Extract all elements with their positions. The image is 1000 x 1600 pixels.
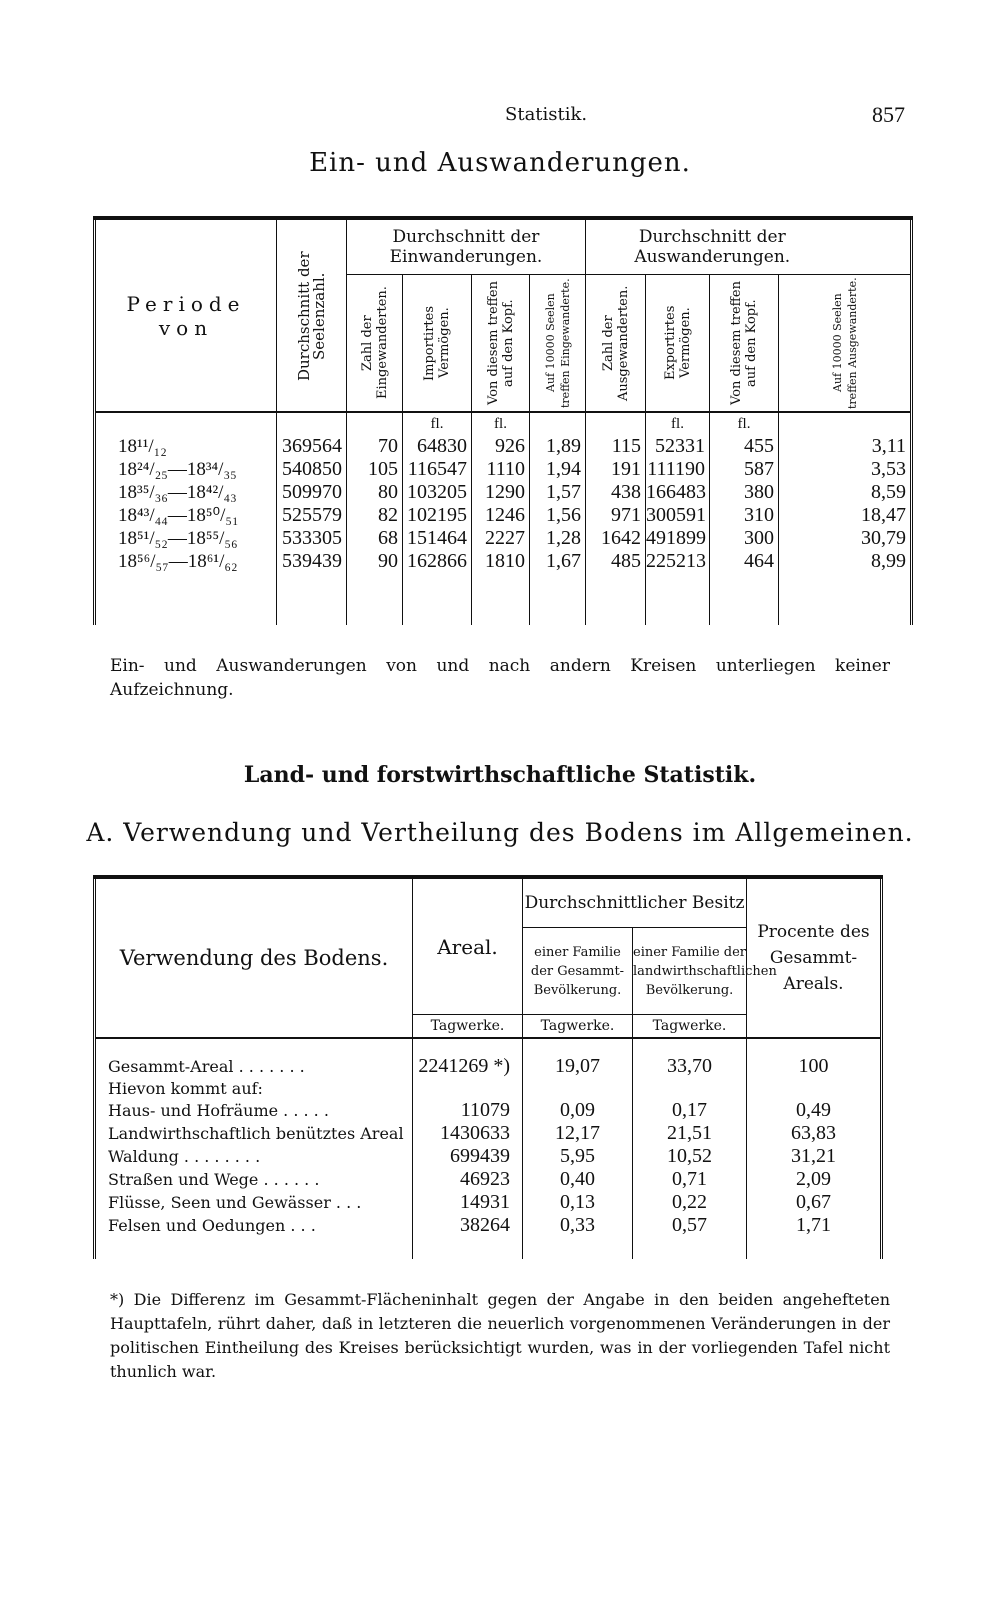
cell-seelen: 539439: [277, 550, 347, 573]
col-header-ein-kopf: Von diesem treffen auf den Kopf.: [472, 275, 530, 413]
cell-verwendung: Gesammt-Areal . . . . . . .: [95, 1055, 413, 1078]
cell-periode: 18¹¹/₁₂: [95, 435, 277, 458]
col-header-ein-zahl: Zahl der Eingewanderten.: [347, 275, 403, 413]
cell-areal: 14931: [413, 1191, 523, 1214]
cell-periode: 18²⁴/₂₅—18³⁴/₃₅: [95, 458, 277, 481]
cell-areal: 1430633: [413, 1122, 523, 1145]
group-header-besitz: Durchschnittlicher Besitz: [523, 877, 747, 928]
cell-ein-kopf: 1246: [472, 504, 530, 527]
cell-aus-verm: 225213: [646, 550, 710, 573]
table-row: [95, 550, 912, 573]
cell-periode: 18⁵⁶/₅₇—18⁶¹/₆₂: [95, 550, 277, 573]
cell-fam-ges: 0,33: [523, 1214, 633, 1237]
cell-aus-verm: 491899: [646, 527, 710, 550]
cell-proc: 63,83: [747, 1122, 882, 1145]
page-header: [0, 104, 1000, 134]
col-header-aus-vermoegen: Exportirtes Vermögen.: [646, 275, 710, 413]
group-header-auswanderungen: Durchschnitt der Auswanderungen.: [586, 218, 839, 275]
running-head: Statistik.: [505, 104, 588, 125]
col-header-aus-zahl: Zahl der Ausgewanderten.: [586, 275, 646, 413]
cell-aus-10000: 18,47: [779, 504, 912, 527]
cell-verwendung: Landwirthschaftlich benütztes Areal: [95, 1122, 413, 1145]
cell-fam-landw: 0,22: [633, 1191, 747, 1214]
cell-fam-ges: 19,07: [523, 1055, 633, 1078]
cell-ein-10000: 1,57: [530, 481, 586, 504]
table-row: [95, 435, 912, 458]
section-title-migration: Ein- und Auswanderungen.: [309, 148, 691, 178]
col-header-ein-10000: Auf 10000 Seelen treffen Eingewanderte.: [530, 275, 586, 413]
col-header-fam-landw: einer Familie der landwirthschaftlichen Bevölkerung.: [633, 928, 747, 1015]
cell-aus-10000: 30,79: [779, 527, 912, 550]
page-number: 857: [872, 102, 905, 127]
section-subtitle-land-use: A. Verwendung und Vertheilung des Bodens im Allgemeinen.: [86, 818, 914, 847]
section-title-agriculture: Land- und forstwirthschaftliche Statistik.: [243, 762, 757, 788]
table-row: [95, 481, 912, 504]
cell-ein-kopf: 2227: [472, 527, 530, 550]
table-row: [95, 1122, 882, 1145]
cell-fam-ges: 0,13: [523, 1191, 633, 1214]
cell-seelen: 509970: [277, 481, 347, 504]
table-row: [95, 1214, 882, 1237]
unit-label: Tagwerke.: [523, 1015, 633, 1039]
cell-verwendung: Haus- und Hofräume . . . . .: [95, 1099, 413, 1122]
cell-ein-verm: 103205: [403, 481, 472, 504]
cell-fam-landw: 0,71: [633, 1168, 747, 1191]
cell-proc: 0,67: [747, 1191, 882, 1214]
cell-ein-kopf: 1110: [472, 458, 530, 481]
cell-areal: 46923: [413, 1168, 523, 1191]
col-header-aus-kopf: Von diesem treffen auf den Kopf.: [710, 275, 779, 413]
cell-fam-ges: 0,40: [523, 1168, 633, 1191]
cell-fam-landw: 33,70: [633, 1055, 747, 1078]
cell-aus-verm: 300591: [646, 504, 710, 527]
cell-fam-landw: [633, 1078, 747, 1099]
cell-ein-10000: 1,89: [530, 435, 586, 458]
table-row: [95, 504, 912, 527]
col-header-periode: Periode von: [95, 218, 277, 412]
cell-verwendung: Felsen und Oedungen . . .: [95, 1214, 413, 1237]
col-header-procente: Procente des Gesammt-Areals.: [747, 877, 882, 1038]
cell-fam-landw: 0,57: [633, 1214, 747, 1237]
cell-aus-verm: 52331: [646, 435, 710, 458]
cell-fam-landw: 21,51: [633, 1122, 747, 1145]
migration-table: [93, 216, 910, 636]
units-row: [95, 412, 912, 435]
footnote: *) Die Differenz im Gesammt-Flächeninhalt gegen der Angabe in den beiden angehefteten Haupttafeln, rührt daher, daß in letzteren die neuerlich vorgenommenen Veränderungen in der politischen Eintheilung des Kreises berücksichtigt wurden, was in der vorliegenden Tafel nicht thunlich war.: [110, 1290, 890, 1381]
cell-ein-10000: 1,67: [530, 550, 586, 573]
cell-areal: 11079: [413, 1099, 523, 1122]
cell-proc: [747, 1078, 882, 1099]
migration-note: Ein- und Auswanderungen von und nach andern Kreisen unterliegen keiner Aufzeichnung.: [110, 656, 890, 700]
cell-aus-kopf: 300: [710, 527, 779, 550]
cell-proc: 0,49: [747, 1099, 882, 1122]
cell-ein-10000: 1,28: [530, 527, 586, 550]
cell-aus-kopf: 464: [710, 550, 779, 573]
table-row: [95, 458, 912, 481]
land-use-table: [93, 875, 880, 1255]
cell-aus-kopf: 587: [710, 458, 779, 481]
unit-label: Tagwerke.: [633, 1015, 747, 1039]
cell-seelen: 369564: [277, 435, 347, 458]
table-row: [95, 1191, 882, 1214]
cell-seelen: 533305: [277, 527, 347, 550]
col-header-verwendung: Verwendung des Bodens.: [95, 877, 413, 1038]
cell-ein-zahl: 70: [347, 435, 403, 458]
cell-ein-zahl: 68: [347, 527, 403, 550]
cell-fam-landw: 10,52: [633, 1145, 747, 1168]
cell-ein-verm: 162866: [403, 550, 472, 573]
col-header-areal: Areal.: [413, 877, 523, 1015]
cell-verwendung: Flüsse, Seen und Gewässer . . .: [95, 1191, 413, 1214]
cell-ein-zahl: 105: [347, 458, 403, 481]
unit-label: fl.: [646, 412, 710, 435]
cell-aus-10000: 8,99: [779, 550, 912, 573]
cell-periode: 18⁴³/₄₄—18⁵⁰/₅₁: [95, 504, 277, 527]
cell-ein-verm: 102195: [403, 504, 472, 527]
cell-ein-zahl: 82: [347, 504, 403, 527]
cell-ein-kopf: 926: [472, 435, 530, 458]
cell-proc: 100: [747, 1055, 882, 1078]
group-header-einwanderungen: Durchschnitt der Einwanderungen.: [347, 218, 586, 275]
cell-areal: [413, 1078, 523, 1099]
cell-ein-kopf: 1810: [472, 550, 530, 573]
cell-proc: 1,71: [747, 1214, 882, 1237]
unit-label: fl.: [710, 412, 779, 435]
unit-label: Tagwerke.: [413, 1015, 523, 1039]
cell-fam-ges: 5,95: [523, 1145, 633, 1168]
unit-label: fl.: [472, 412, 530, 435]
group-header-spacer: [839, 218, 912, 275]
cell-aus-kopf: 310: [710, 504, 779, 527]
cell-ein-verm: 116547: [403, 458, 472, 481]
cell-aus-10000: 8,59: [779, 481, 912, 504]
cell-verwendung: Hievon kommt auf:: [95, 1078, 413, 1099]
cell-verwendung: Straßen und Wege . . . . . .: [95, 1168, 413, 1191]
cell-aus-10000: 3,11: [779, 435, 912, 458]
unit-label: fl.: [403, 412, 472, 435]
cell-areal: 699439: [413, 1145, 523, 1168]
cell-verwendung: Waldung . . . . . . . .: [95, 1145, 413, 1168]
cell-ein-kopf: 1290: [472, 481, 530, 504]
table-row: [95, 1145, 882, 1168]
col-header-fam-gesammt: einer Familie der Gesammt-Bevölkerung.: [523, 928, 633, 1015]
cell-fam-ges: 12,17: [523, 1122, 633, 1145]
col-header-seelenzahl: Durchschnitt der Seelenzahl.: [277, 218, 347, 412]
table-row: [95, 1055, 882, 1078]
cell-ein-10000: 1,56: [530, 504, 586, 527]
col-header-ein-vermoegen: Importirtes Vermögen.: [403, 275, 472, 413]
table-row: [95, 1168, 882, 1191]
table-row: [95, 527, 912, 550]
cell-fam-ges: [523, 1078, 633, 1099]
cell-aus-zahl: 971: [586, 504, 646, 527]
cell-aus-verm: 111190: [646, 458, 710, 481]
cell-aus-kopf: 380: [710, 481, 779, 504]
col-header-aus-10000: Auf 10000 Seelen treffen Ausgewanderte.: [779, 275, 912, 413]
cell-aus-kopf: 455: [710, 435, 779, 458]
cell-seelen: 525579: [277, 504, 347, 527]
cell-aus-zahl: 438: [586, 481, 646, 504]
cell-aus-10000: 3,53: [779, 458, 912, 481]
cell-fam-landw: 0,17: [633, 1099, 747, 1122]
table-row: [95, 1099, 882, 1122]
cell-areal: 38264: [413, 1214, 523, 1237]
cell-aus-verm: 166483: [646, 481, 710, 504]
cell-ein-10000: 1,94: [530, 458, 586, 481]
cell-periode: 18³⁵/₃₆—18⁴²/₄₃: [95, 481, 277, 504]
cell-seelen: 540850: [277, 458, 347, 481]
cell-ein-verm: 151464: [403, 527, 472, 550]
cell-aus-zahl: 191: [586, 458, 646, 481]
cell-fam-ges: 0,09: [523, 1099, 633, 1122]
cell-aus-zahl: 1642: [586, 527, 646, 550]
cell-proc: 2,09: [747, 1168, 882, 1191]
cell-ein-verm: 64830: [403, 435, 472, 458]
table-row: [95, 1078, 882, 1099]
cell-areal: 2241269 *): [413, 1055, 523, 1078]
cell-ein-zahl: 90: [347, 550, 403, 573]
cell-aus-zahl: 485: [586, 550, 646, 573]
cell-proc: 31,21: [747, 1145, 882, 1168]
cell-aus-zahl: 115: [586, 435, 646, 458]
cell-periode: 18⁵¹/₅₂—18⁵⁵/₅₆: [95, 527, 277, 550]
cell-ein-zahl: 80: [347, 481, 403, 504]
